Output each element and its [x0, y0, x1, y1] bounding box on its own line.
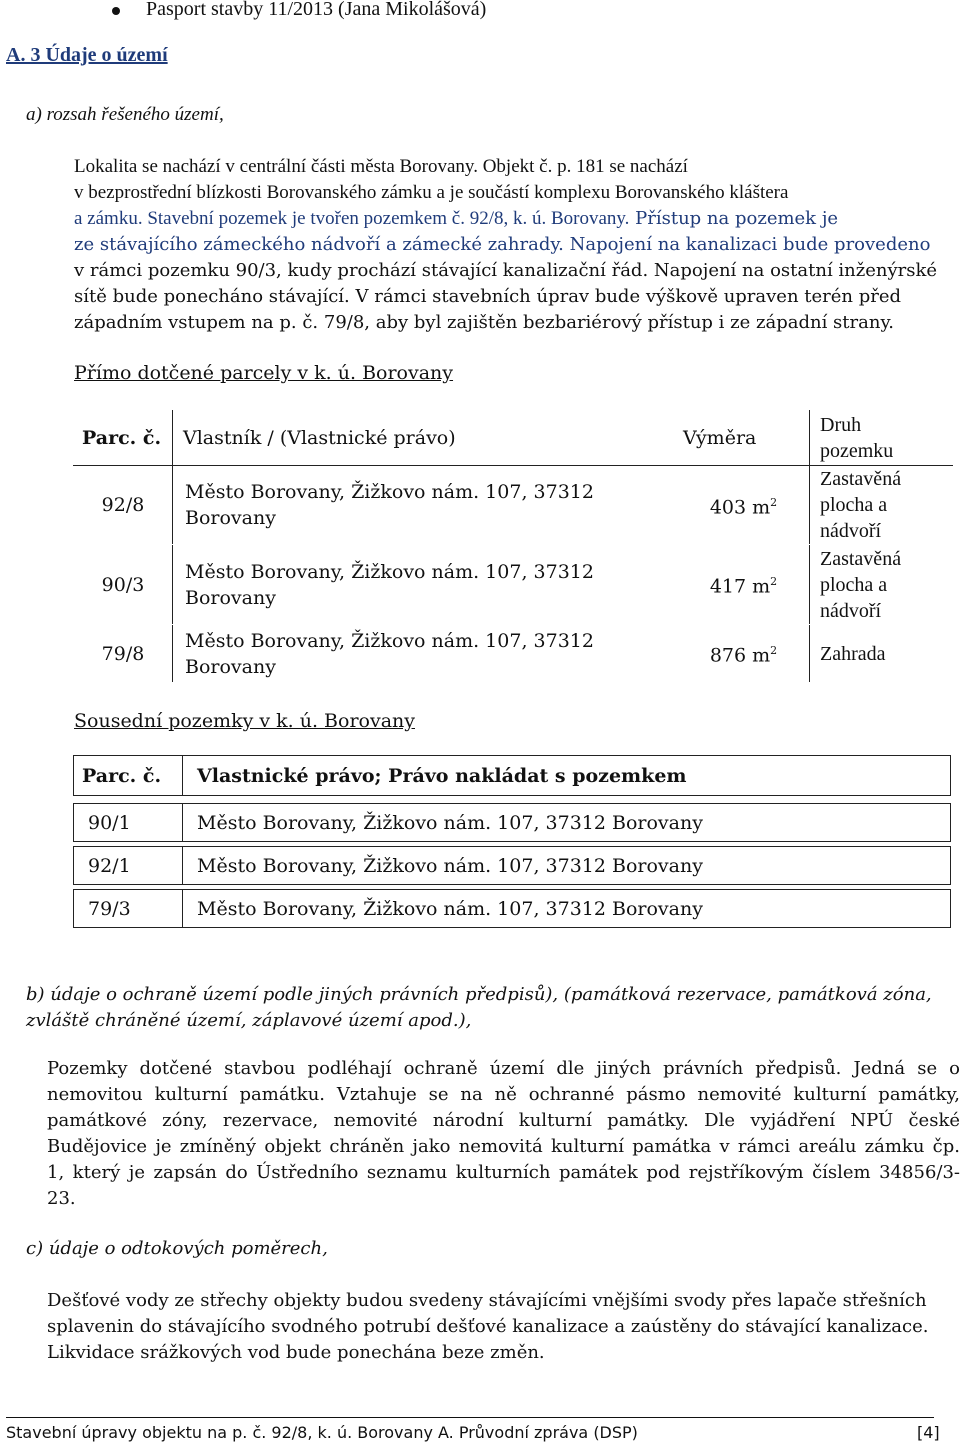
table-cell: Město Borovany, Žižkovo nám. 107, 37312 Borovany — [173, 625, 678, 683]
table-header-cell: Druh pozemku — [810, 411, 953, 466]
table-cell: Zastavěná plocha a nádvoří — [810, 545, 953, 625]
table-header-cell: Vlastnické právo; Právo nakládat s pozemkem — [183, 756, 951, 796]
table-header-row — [74, 756, 951, 796]
table-cell: 92/8 — [74, 466, 173, 545]
section-title: A. 3 Údaje o území — [6, 44, 168, 66]
heading-part-b — [26, 982, 960, 1034]
paragraph-protection — [47, 1056, 960, 1186]
table-cell: 417 $m^2$ — [678, 545, 810, 625]
table-row — [74, 545, 953, 625]
table-row — [74, 804, 951, 842]
text-line: splavenin do stávajícího svodného potrubí dešťové kanalizace a zaústěny do stávající kanalizace. — [47, 1316, 929, 1337]
table-header-cell: Parc. č. — [74, 411, 173, 466]
paragraph-access — [74, 232, 958, 336]
footer-text: Stavební úpravy objektu na p. č. 92/8, k. ú. Borovany A. Průvodní zpráva (DSP) — [6, 1423, 638, 1442]
header-bullet-line — [0, 0, 960, 30]
table-cell: 90/3 — [74, 545, 173, 625]
heading-part-a: a) rozsah řešeného území, — [26, 104, 224, 125]
text-line: 1, který je zapsán do Ústředního seznamu kulturních památek pod rejstříkovým číslem 34856/3- — [47, 1162, 960, 1183]
table-cell: Zahrada — [810, 625, 953, 683]
text-line: b) údaje o ochraně území podle jiných právních předpisů), (památková rezervace, památková zóna, — [26, 984, 932, 1005]
text-line: v bezprostřední blízkosti Borovanského zámku a je součástí komplexu Borovanského kláštera — [74, 182, 789, 203]
text-line: sítě bude ponecháno stávající. V rámci stavebních úprav bude výškově upraven terén před — [74, 286, 902, 307]
table-row — [74, 466, 953, 545]
header-text: Pasport stavby 11/2013 (Jana Mikolášová) — [146, 0, 487, 20]
text-line: památkové zóny, rezervace, nemovité národní kulturní památky. Dle vyjádření NPÚ české — [47, 1110, 960, 1131]
text-line: zvláště chráněné území, záplavové území apod.), — [26, 1010, 472, 1031]
table-cell: Město Borovany, Žižkovo nám. 107, 37312 Borovany — [183, 847, 951, 885]
text-line: Dešťové vody ze střechy objekty budou svedeny stávajícími vnějšími svody přes lapače střešních — [47, 1290, 927, 1311]
table-row — [74, 890, 951, 928]
table-header-row — [74, 411, 953, 466]
text-line: nemovitou kulturní památku. Vztahuje se na ně ochranné pásmo nemovité kulturní památky, — [47, 1084, 960, 1105]
footer-divider — [6, 1417, 934, 1418]
bullet-icon — [112, 7, 120, 15]
paragraph-drainage — [47, 1288, 960, 1366]
table-direct-parcels — [73, 410, 953, 683]
text-line: 23. — [47, 1188, 76, 1209]
table-cell: Město Borovany, Žižkovo nám. 107, 37312 Borovany — [173, 466, 678, 545]
text-line — [74, 206, 954, 232]
table-cell: Město Borovany, Žižkovo nám. 107, 37312 Borovany — [183, 804, 951, 842]
text-line: ze stávajícího zámeckého nádvoří a zámecké zahrady. Napojení na kanalizaci bude provedeno — [74, 234, 931, 255]
text-line: západním vstupem na p. č. 79/8, aby byl zajištěn bezbariérový přístup i ze západní strany. — [74, 312, 894, 333]
table-cell: 79/3 — [74, 890, 183, 928]
table-header-cell: Vlastník / (Vlastnické právo) — [173, 411, 678, 466]
text-segment: Přístup na pozemek je — [629, 208, 839, 229]
table-cell: Zastavěná plocha a nádvoří — [810, 466, 953, 545]
title-neighbor-parcels: Sousední pozemky v k. ú. Borovany — [74, 710, 415, 732]
paragraph-location — [74, 154, 954, 232]
table-cell: 403 $m^2$ — [678, 466, 810, 545]
table-cell: 92/1 — [74, 847, 183, 885]
table-header-cell: Výměra — [678, 411, 810, 466]
table-cell: 90/1 — [74, 804, 183, 842]
text-segment: a zámku. Stavební pozemek je tvořen pozemkem č. 92/8, k. ú. Borovany. — [74, 208, 630, 229]
table-cell: 876 $m^2$ — [678, 625, 810, 683]
title-direct-parcels: Přímo dotčené parcely v k. ú. Borovany — [74, 362, 454, 384]
table-row — [74, 625, 953, 683]
table-cell: Město Borovany, Žižkovo nám. 107, 37312 Borovany — [173, 545, 678, 625]
text-line — [74, 258, 958, 284]
table-header-cell: Parc. č. — [74, 756, 183, 796]
page-number: [4] — [917, 1423, 940, 1442]
heading-part-c: c) údaje o odtokových poměrech, — [26, 1238, 328, 1259]
text-line: Lokalita se nachází v centrální části města Borovany. Objekt č. p. 181 se nachází — [74, 156, 688, 177]
text-line: Pozemky dotčené stavbou podléhají ochraně území dle jiných právních předpisů. Jedná se o — [47, 1058, 960, 1079]
table-cell: Město Borovany, Žižkovo nám. 107, 37312 Borovany — [183, 890, 951, 928]
table-cell: 79/8 — [74, 625, 173, 683]
text-line: Likvidace srážkových vod bude ponechána beze změn. — [47, 1342, 545, 1363]
table-row — [74, 847, 951, 885]
table-neighbor-parcels — [73, 755, 951, 928]
text-segment: v rámci pozemku 90/3, kudy prochází stávající kanalizační řád. Napojení na ostatní inženýrské — [74, 260, 938, 281]
text-line: Budějovice je zmíněný objekt chráněn jako nemovitá kulturní památka v rámci areálu zámku čp. — [47, 1136, 960, 1157]
